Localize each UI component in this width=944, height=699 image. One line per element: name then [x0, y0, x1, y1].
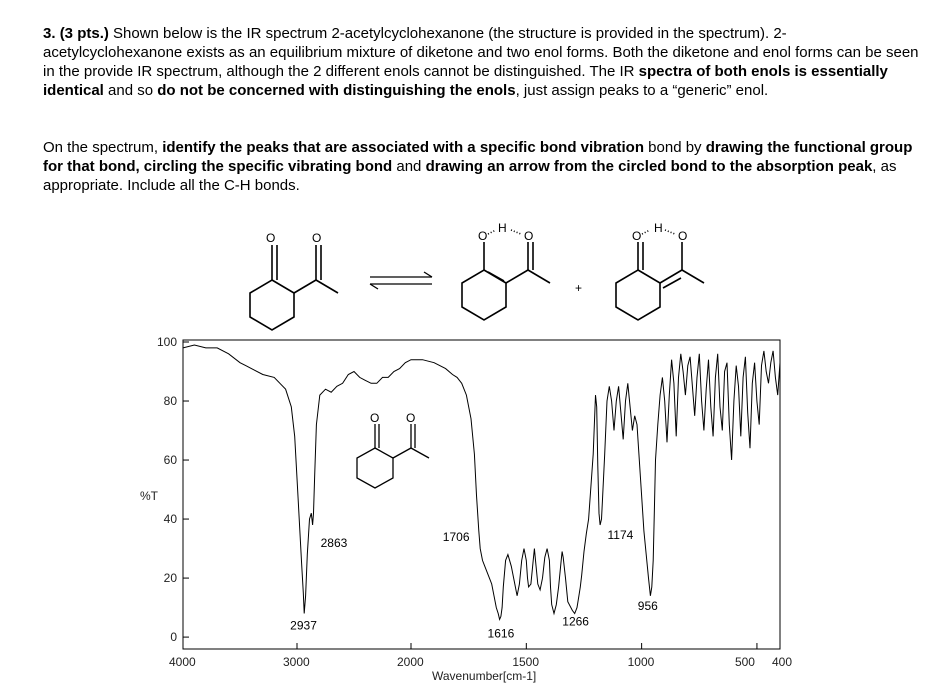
- diketone-oxygen-1: O: [266, 231, 276, 245]
- x-tick-label: 1000: [627, 655, 655, 669]
- question-number: 3.: [43, 25, 56, 42]
- p2-text-1: On the spectrum,: [43, 139, 163, 156]
- p2-text-4: , as appropriate. Include all the C-H bonds.: [43, 158, 897, 194]
- p1-text-3: , just assign peaks to a “generic” enol.: [515, 82, 769, 99]
- x-tick-label: 400: [772, 655, 793, 669]
- enol-1-structure: [462, 221, 550, 320]
- inset-oxygen-1: O: [370, 411, 380, 425]
- p1-text-2: and so: [103, 82, 158, 99]
- enol-2-hydrogen: H: [654, 221, 663, 235]
- y-axis-label: %T: [140, 489, 158, 503]
- plus-sign: +: [575, 281, 583, 295]
- enol-2-structure: [616, 221, 704, 320]
- axis-ticks: [183, 342, 780, 649]
- x-tick-label: 500: [734, 655, 755, 669]
- y-tick-label: 20: [163, 571, 177, 586]
- p2-bold-2: drawing the functional group for that bond, circling the specific vibrating bond: [43, 139, 913, 175]
- spectrum-line: [183, 345, 780, 619]
- plot-frame: [183, 340, 780, 649]
- axis-tick-labels: [157, 335, 792, 669]
- diketone-oxygen-2: O: [312, 231, 322, 245]
- peak-label: 1174: [607, 527, 634, 542]
- x-tick-label: 3000: [283, 655, 310, 669]
- p2-text-3: and: [392, 158, 426, 175]
- y-tick-label: 100: [156, 335, 177, 349]
- equilibrium-arrow: [370, 272, 432, 289]
- enol-1-oxygen-1: O: [478, 229, 488, 243]
- question-points: (3 pts.): [59, 25, 109, 42]
- y-tick-label: 80: [163, 394, 177, 409]
- x-axis-label: Wavenumber[cm-1]: [432, 669, 537, 683]
- x-tick-label: 4000: [169, 655, 196, 669]
- p1-text-1: Shown below is the IR spectrum 2-acetylcyclohexanone (the structure is provided in the spectrum). 2-acetylcyclohexanone exists as an equilibrium mixture of diketone and two enol forms. Both the diketone and enol forms can be seen in the provide IR spectrum, although the 2 different enols cannot be distinguished. The IR: [43, 25, 919, 80]
- diketone-structure: [250, 231, 338, 330]
- p2-text-2: bond by: [644, 139, 706, 156]
- enol-2-oxygen-1: O: [632, 229, 642, 243]
- inset-structure: [357, 411, 429, 488]
- peak-label: 1706: [442, 529, 470, 544]
- peak-labels: [290, 528, 658, 640]
- y-tick-label: 0: [170, 630, 177, 645]
- y-tick-label: 60: [163, 453, 177, 468]
- peak-label: 956: [637, 598, 658, 613]
- peak-label: 2863: [320, 535, 348, 550]
- peak-label: 2937: [290, 618, 317, 633]
- enol-2-oxygen-2: O: [678, 229, 688, 243]
- x-tick-label: 1500: [512, 655, 540, 669]
- y-tick-label: 40: [163, 512, 177, 527]
- x-tick-label: 2000: [397, 655, 424, 669]
- p2-bold-1: identify the peaks that are associated with a specific bond vibration: [162, 139, 645, 156]
- enol-1-hydrogen: H: [498, 221, 507, 235]
- p1-bold-1: spectra of both enols is essentially identical: [43, 63, 888, 99]
- p2-bold-3: drawing an arrow from the circled bond to the absorption peak: [425, 158, 873, 175]
- peak-label: 1616: [487, 626, 515, 641]
- inset-oxygen-2: O: [406, 411, 416, 425]
- p1-bold-2: do not be concerned with distinguishing the enols: [157, 82, 516, 99]
- peak-label: 1266: [562, 614, 589, 629]
- enol-1-oxygen-2: O: [524, 229, 534, 243]
